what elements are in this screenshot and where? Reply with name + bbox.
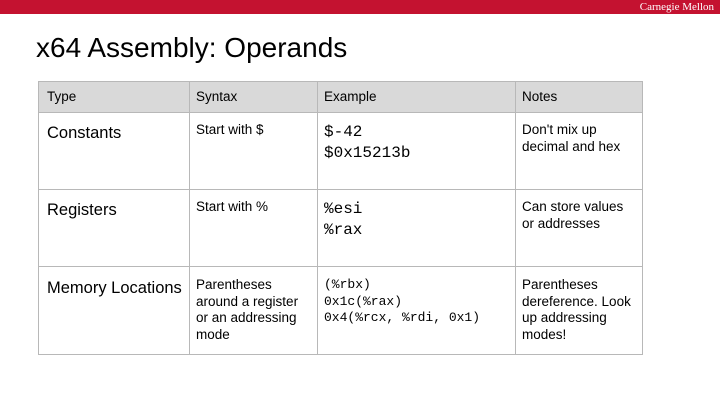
- table-row: [39, 190, 643, 267]
- brand-name: Carnegie Mellon: [639, 1, 714, 13]
- syntax-cell: Start with $: [190, 113, 318, 190]
- example-line: 0x1c(%rax): [324, 293, 403, 309]
- example-line: 0x4(%rcx, %rdi, 0x1): [324, 310, 481, 325]
- notes-cell: Don't mix up decimal and hex: [516, 113, 643, 190]
- type-cell: Registers: [39, 190, 190, 267]
- example-line: $-42: [324, 123, 363, 141]
- table-row: [39, 267, 643, 355]
- example-line: (%rbx): [324, 277, 371, 292]
- type-cell: Constants: [39, 113, 190, 190]
- column-header-type: Type: [39, 82, 190, 113]
- column-header-notes: Notes: [516, 82, 643, 113]
- example-line: $0x15213b: [324, 144, 411, 162]
- example-cell: [318, 113, 516, 190]
- example-line: %rax: [324, 221, 363, 239]
- syntax-cell: Start with %: [190, 190, 318, 267]
- type-cell: Memory Locations: [39, 267, 190, 355]
- slide-title: x64 Assembly: Operands: [36, 32, 348, 63]
- table-header-row: [39, 82, 643, 113]
- header-bar: [0, 0, 720, 14]
- operands-table: [38, 81, 643, 355]
- column-header-syntax: Syntax: [190, 82, 318, 113]
- example-cell: [318, 267, 516, 355]
- example-cell: [318, 190, 516, 267]
- table-row: [39, 113, 643, 190]
- column-header-example: Example: [318, 82, 516, 113]
- syntax-cell: Parentheses around a register or an addressing mode: [190, 267, 318, 355]
- example-line: %esi: [324, 200, 363, 218]
- notes-cell: Parentheses dereference. Look up addressing modes!: [516, 267, 643, 355]
- notes-cell: Can store values or addresses: [516, 190, 643, 267]
